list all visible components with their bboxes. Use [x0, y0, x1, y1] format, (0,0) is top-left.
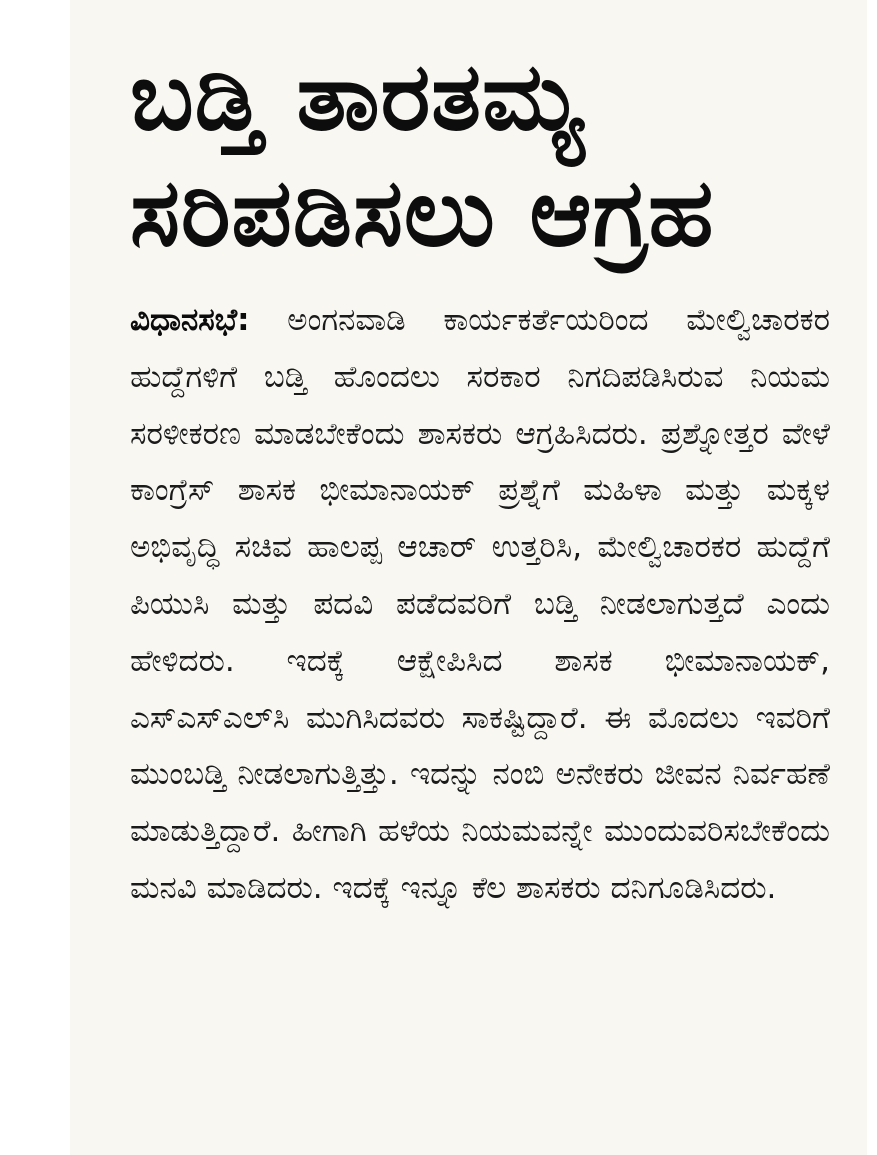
headline-line-1: ಬಡ್ತಿ ತಾರತಮ್ಯ: [130, 43, 586, 152]
news-article: [130, 40, 830, 948]
article-text: ಅಂಗನವಾಡಿ ಕಾರ್ಯಕರ್ತೆಯರಿಂದ ಮೇಲ್ವಿಚಾರಕರ ಹುದ್ದೆಗಳಿಗೆ ಬಡ್ತಿ ಹೊಂದಲು ಸರಕಾರ ನಿಗದಿಪಡಿಸಿರುವ ನಿಯಮ ಸರಳೀಕರಣ ಮಾಡಬೇಕೆಂದು ಶಾಸಕರು ಆಗ್ರಹಿಸಿದರು. ಪ್ರಶ್ನೋತ್ತರ ವೇಳೆ ಕಾಂಗ್ರೆಸ್ ಶಾಸಕ ಭೀಮಾನಾಯಕ್ ಪ್ರಶ್ನೆಗೆ ಮಹಿಳಾ ಮತ್ತು ಮಕ್ಕಳ ಅಭಿವೃದ್ಧಿ ಸಚಿವ ಹಾಲಪ್ಪ ಆಚಾರ್ ಉತ್ತರಿಸಿ, ಮೇಲ್ವಿಚಾರಕರ ಹುದ್ದೆಗೆ ಪಿಯುಸಿ ಮತ್ತು ಪದವಿ ಪಡೆದವರಿಗೆ ಬಡ್ತಿ ನೀಡಲಾಗುತ್ತದೆ ಎಂದು ಹೇಳಿದರು. ಇದಕ್ಕೆ ಆಕ್ಷೇಪಿಸಿದ ಶಾಸಕ ಭೀಮಾನಾಯಕ್, ಎಸ್‌ಎಸ್‌ಎಲ್‌ಸಿ ಮುಗಿಸಿದವರು ಸಾಕಷ್ಟಿದ್ದಾರೆ. ಈ ಮೊದಲು ಇವರಿಗೆ ಮುಂಬಡ್ತಿ ನೀಡಲಾಗುತ್ತಿತ್ತು. ಇದನ್ನು ನಂಬಿ ಅನೇಕರು ಜೀವನ ನಿರ್ವಹಣೆ ಮಾಡುತ್ತಿದ್ದಾರೆ. ಹೀಗಾಗಿ ಹಳೆಯ ನಿಯಮವನ್ನೇ ಮುಂದುವರಿಸಬೇಕೆಂದು ಮನವಿ ಮಾಡಿದರು. ಇದಕ್ಕೆ ಇನ್ನೂ ಕೆಲ ಶಾಸಕರು ದನಿಗೂಡಿಸಿದರು.: [130, 302, 830, 906]
article-body: [130, 292, 830, 917]
headline-line-2: ಸರಿಪಡಿಸಲು ಆಗ್ರಹ: [130, 159, 715, 268]
dateline: ವಿಧಾನಸಭೆ:: [130, 302, 250, 338]
headline: [130, 40, 830, 272]
